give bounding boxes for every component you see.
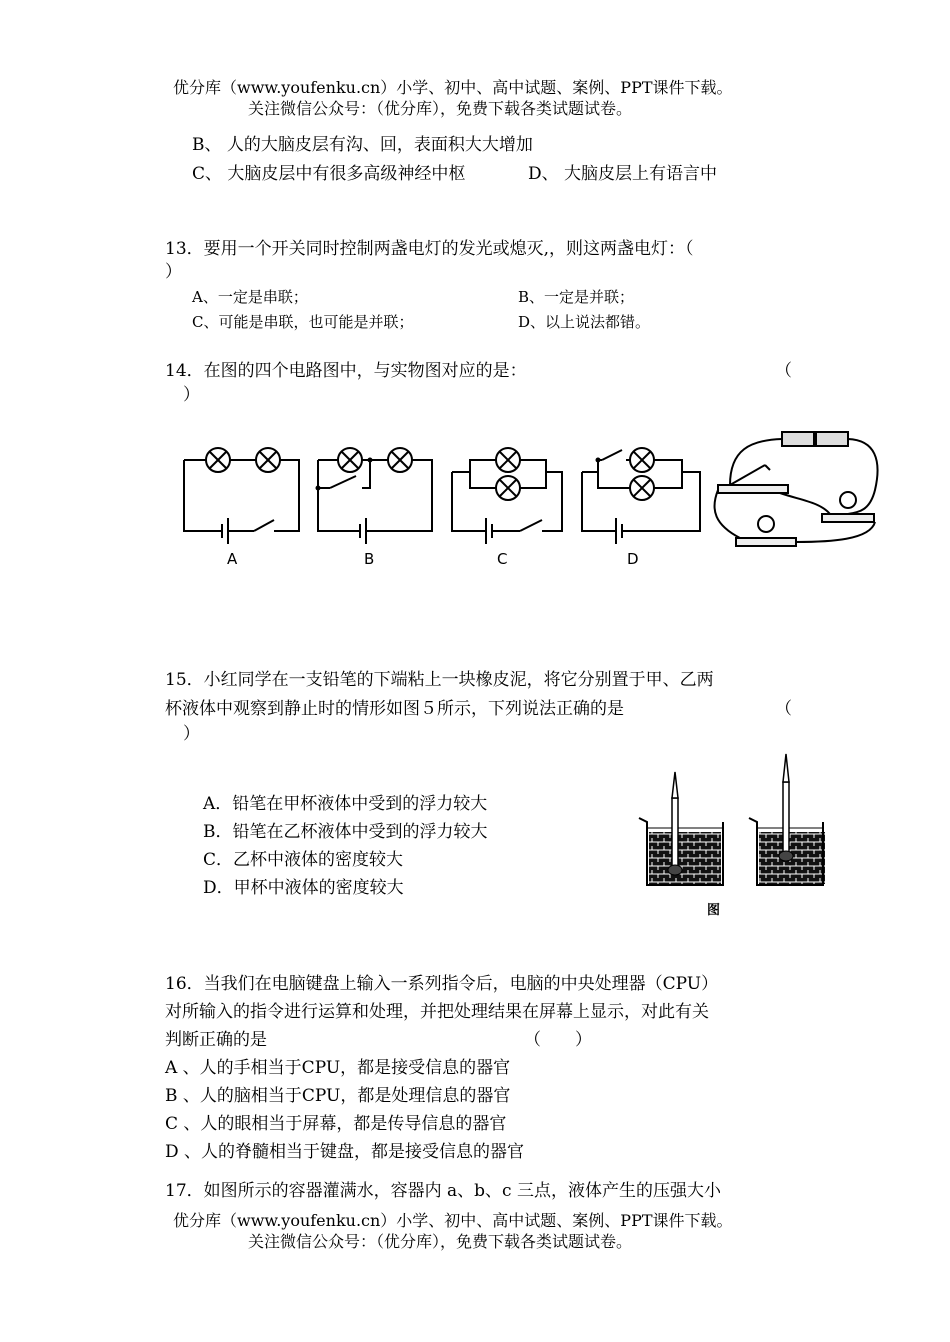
- q12-option-c: C、 大脑皮层中有很多高级神经中枢: [192, 164, 466, 184]
- q15-option-a: A．铅笔在甲杯液体中受到的浮力较大: [203, 794, 488, 814]
- q15-option-c: C．乙杯中液体的密度较大: [203, 850, 404, 870]
- q15-option-b: B．铅笔在乙杯液体中受到的浮力较大: [203, 822, 488, 842]
- circuit-label-d: D: [627, 550, 639, 568]
- header-line-1: 优分库（www.youfenku.cn）小学、初中、高中试题、案例、PPT课件下载。: [173, 78, 733, 97]
- q16-option-a: A 、人的手相当于CPU，都是接受信息的器官: [165, 1058, 511, 1078]
- physical-circuit-picture: [714, 432, 877, 546]
- q15-line-1: 15．小红同学在一支铅笔的下端粘上一块橡皮泥，将它分别置于甲、乙两: [165, 670, 714, 690]
- q13-option-b: B、一定是并联；: [518, 288, 635, 306]
- q15-line-2: 杯液体中观察到静止时的情形如图５所示，下列说法正确的是: [165, 699, 624, 719]
- circuit-c: [452, 448, 562, 544]
- header-line-2: 关注微信公众号：（优分库），免费下载各类试题试卷。: [248, 99, 633, 118]
- figure-label: 图: [707, 903, 721, 918]
- q15-option-d: D．甲杯中液体的密度较大: [203, 878, 404, 898]
- q13-option-c: C、可能是串联，也可能是并联；: [192, 313, 414, 331]
- q16-option-b: B 、人的脑相当于CPU，都是处理信息的器官: [165, 1086, 511, 1106]
- circuit-b: [318, 448, 432, 544]
- circuit-label-a: A: [227, 550, 238, 568]
- q12-option-d: D、 大脑皮层上有语言中: [528, 164, 718, 184]
- q16-paren: （ ）: [524, 1030, 592, 1050]
- q13-paren: ）: [165, 262, 182, 282]
- circuit-label-b: B: [364, 550, 375, 568]
- q16-line-2: 对所输入的指令进行运算和处理，并把处理结果在屏幕上显示，对此有关: [165, 1002, 709, 1022]
- q16-option-d: D 、人的脊髓相当于键盘，都是接受信息的器官: [165, 1142, 525, 1162]
- q13-option-a: A、一定是串联；: [192, 288, 308, 306]
- q14-paren-open: （: [775, 361, 792, 381]
- beaker-right: [749, 754, 825, 885]
- q16-line-1: 16．当我们在电脑键盘上输入一系列指令后，电脑的中央处理器（CPU）: [165, 974, 719, 994]
- footer-line-2: 关注微信公众号：（优分库），免费下载各类试题试卷。: [248, 1232, 633, 1251]
- footer-line-1: 优分库（www.youfenku.cn）小学、初中、高中试题、案例、PPT课件下载。: [173, 1211, 733, 1230]
- circuit-label-c: C: [497, 550, 508, 568]
- q17-stem: 17．如图所示的容器灌满水，容器内 a、b、c 三点，液体产生的压强大小: [165, 1181, 721, 1201]
- q16-line-3: 判断正确的是: [165, 1030, 267, 1050]
- q15-paren-close: ）: [183, 724, 200, 744]
- circuit-d: [582, 448, 700, 544]
- q14-paren-close: ）: [183, 385, 200, 405]
- q14-stem: 14．在图的四个电路图中，与实物图对应的是：: [165, 361, 527, 381]
- circuit-diagrams: [170, 430, 890, 560]
- q12-option-b: B、 人的大脑皮层有沟、回，表面积大大增加: [192, 135, 533, 155]
- q15-paren-open: （: [775, 699, 792, 719]
- circuit-a: [184, 448, 299, 544]
- q13-stem: 13．要用一个开关同时控制两盏电灯的发光或熄灭,，则这两盏电灯：（: [165, 239, 694, 259]
- q16-option-c: C 、人的眼相当于屏幕，都是传导信息的器官: [165, 1114, 507, 1134]
- beaker-left: [639, 772, 723, 885]
- beakers-figure: [625, 750, 825, 895]
- q13-option-d: D、以上说法都错。: [518, 313, 651, 331]
